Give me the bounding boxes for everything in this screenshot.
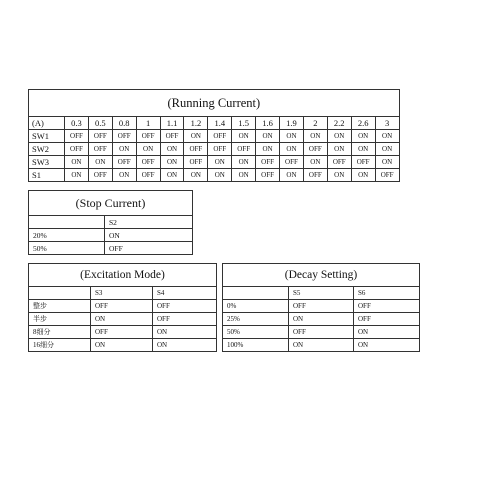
excitation-header-blank [29, 287, 91, 300]
excitation-row [29, 326, 217, 339]
running-current-row-sw1 [29, 130, 400, 143]
running-header-cell: 1.1 [160, 117, 184, 130]
running-switch-cell: OFF [88, 143, 112, 156]
running-switch-cell: OFF [136, 169, 160, 182]
excitation-cell: ON [91, 313, 153, 326]
running-header-cell: 0.3 [65, 117, 89, 130]
running-switch-cell: ON [184, 169, 208, 182]
running-switch-cell: ON [280, 130, 304, 143]
running-header-cell: 0.5 [88, 117, 112, 130]
running-switch-cell: OFF [136, 156, 160, 169]
running-switch-cell: ON [232, 169, 256, 182]
decay-setting-title: (Decay Setting) [223, 264, 420, 287]
excitation-cell: OFF [91, 300, 153, 313]
running-switch-cell: OFF [184, 156, 208, 169]
running-row-label: SW2 [29, 143, 65, 156]
running-header-cell: 2.6 [351, 117, 375, 130]
running-switch-cell: OFF [303, 143, 327, 156]
running-switch-cell: OFF [232, 143, 256, 156]
decay-row [223, 339, 420, 352]
running-switch-cell: ON [112, 169, 136, 182]
running-switch-cell: OFF [136, 130, 160, 143]
running-header-cell: 0.8 [112, 117, 136, 130]
running-switch-cell: ON [256, 130, 280, 143]
running-switch-cell: ON [303, 130, 327, 143]
excitation-row [29, 313, 217, 326]
running-switch-cell: OFF [184, 143, 208, 156]
running-switch-cell: OFF [375, 169, 399, 182]
running-header-cell: (A) [29, 117, 65, 130]
running-current-table [28, 89, 400, 182]
running-switch-cell: ON [280, 169, 304, 182]
excitation-cell: 8细分 [29, 326, 91, 339]
running-switch-cell: ON [375, 156, 399, 169]
decay-cell: 0% [223, 300, 289, 313]
running-switch-cell: OFF [65, 130, 89, 143]
running-switch-cell: ON [65, 156, 89, 169]
running-switch-cell: ON [351, 169, 375, 182]
stop-current-header-row [29, 216, 193, 229]
running-header-cell: 1.6 [256, 117, 280, 130]
running-header-cell: 3 [375, 117, 399, 130]
running-header-cell: 1.5 [232, 117, 256, 130]
running-switch-cell: ON [160, 156, 184, 169]
running-row-label: S1 [29, 169, 65, 182]
stop-cell: 50% [29, 242, 105, 255]
running-header-cell: 2.2 [327, 117, 351, 130]
running-switch-cell: ON [256, 143, 280, 156]
running-header-cell: 1.4 [208, 117, 232, 130]
running-switch-cell: OFF [208, 130, 232, 143]
stop-current-row [29, 229, 193, 242]
stop-header-blank [29, 216, 105, 229]
running-switch-cell: OFF [303, 169, 327, 182]
running-header-cell: 1 [136, 117, 160, 130]
stop-header-s2: S2 [105, 216, 193, 229]
running-switch-cell: ON [351, 143, 375, 156]
excitation-cell: ON [153, 326, 217, 339]
running-switch-cell: ON [184, 130, 208, 143]
decay-cell: 50% [223, 326, 289, 339]
decay-row [223, 313, 420, 326]
running-current-row-sw2 [29, 143, 400, 156]
decay-header-row [223, 287, 420, 300]
running-header-cell: 2 [303, 117, 327, 130]
running-switch-cell: OFF [160, 130, 184, 143]
stop-current-table [28, 190, 193, 255]
running-switch-cell: ON [65, 169, 89, 182]
running-switch-cell: ON [303, 156, 327, 169]
running-current-title: (Running Current) [29, 90, 400, 117]
decay-cell: 100% [223, 339, 289, 352]
running-switch-cell: ON [88, 156, 112, 169]
decay-cell: OFF [289, 300, 354, 313]
running-current-header-row [29, 117, 400, 130]
excitation-mode-title: (Excitation Mode) [29, 264, 217, 287]
running-switch-cell: ON [112, 143, 136, 156]
running-switch-cell: ON [327, 130, 351, 143]
decay-header-s6: S6 [354, 287, 420, 300]
excitation-cell: 整步 [29, 300, 91, 313]
running-switch-cell: ON [208, 156, 232, 169]
running-header-cell: 1.2 [184, 117, 208, 130]
decay-cell: OFF [354, 300, 420, 313]
excitation-cell: ON [153, 339, 217, 352]
decay-row [223, 326, 420, 339]
stop-current-title: (Stop Current) [29, 191, 193, 216]
running-switch-cell: OFF [88, 169, 112, 182]
stop-cell: 20% [29, 229, 105, 242]
stop-cell: OFF [105, 242, 193, 255]
excitation-cell: OFF [153, 313, 217, 326]
running-switch-cell: ON [160, 169, 184, 182]
excitation-cell: OFF [153, 300, 217, 313]
excitation-row [29, 300, 217, 313]
decay-row [223, 300, 420, 313]
running-switch-cell: ON [375, 130, 399, 143]
decay-cell: OFF [289, 326, 354, 339]
decay-cell: ON [289, 339, 354, 352]
decay-setting-table [222, 263, 420, 352]
running-row-label: SW3 [29, 156, 65, 169]
running-switch-cell: ON [232, 130, 256, 143]
running-current-row-s1 [29, 169, 400, 182]
running-switch-cell: OFF [208, 143, 232, 156]
excitation-header-row [29, 287, 217, 300]
running-switch-cell: ON [280, 143, 304, 156]
excitation-cell: 半步 [29, 313, 91, 326]
decay-cell: OFF [354, 313, 420, 326]
running-switch-cell: ON [351, 130, 375, 143]
running-switch-cell: ON [327, 169, 351, 182]
running-switch-cell: ON [136, 143, 160, 156]
running-switch-cell: OFF [112, 130, 136, 143]
running-switch-cell: OFF [351, 156, 375, 169]
running-switch-cell: ON [375, 143, 399, 156]
decay-header-blank [223, 287, 289, 300]
stop-current-row [29, 242, 193, 255]
excitation-header-s3: S3 [91, 287, 153, 300]
running-header-cell: 1.9 [280, 117, 304, 130]
running-switch-cell: OFF [88, 130, 112, 143]
running-switch-cell: OFF [256, 156, 280, 169]
decay-cell: ON [354, 326, 420, 339]
running-switch-cell: OFF [65, 143, 89, 156]
excitation-mode-table [28, 263, 217, 352]
decay-cell: ON [289, 313, 354, 326]
decay-cell: ON [354, 339, 420, 352]
running-current-row-sw3 [29, 156, 400, 169]
running-switch-cell: OFF [327, 156, 351, 169]
running-switch-cell: OFF [256, 169, 280, 182]
running-switch-cell: ON [160, 143, 184, 156]
stop-cell: ON [105, 229, 193, 242]
running-switch-cell: OFF [280, 156, 304, 169]
decay-cell: 25% [223, 313, 289, 326]
excitation-cell: ON [91, 339, 153, 352]
decay-header-s5: S5 [289, 287, 354, 300]
running-row-label: SW1 [29, 130, 65, 143]
excitation-cell: OFF [91, 326, 153, 339]
excitation-row [29, 339, 217, 352]
running-switch-cell: OFF [112, 156, 136, 169]
excitation-header-s4: S4 [153, 287, 217, 300]
running-switch-cell: ON [208, 169, 232, 182]
running-switch-cell: ON [327, 143, 351, 156]
excitation-cell: 16细分 [29, 339, 91, 352]
running-switch-cell: ON [232, 156, 256, 169]
